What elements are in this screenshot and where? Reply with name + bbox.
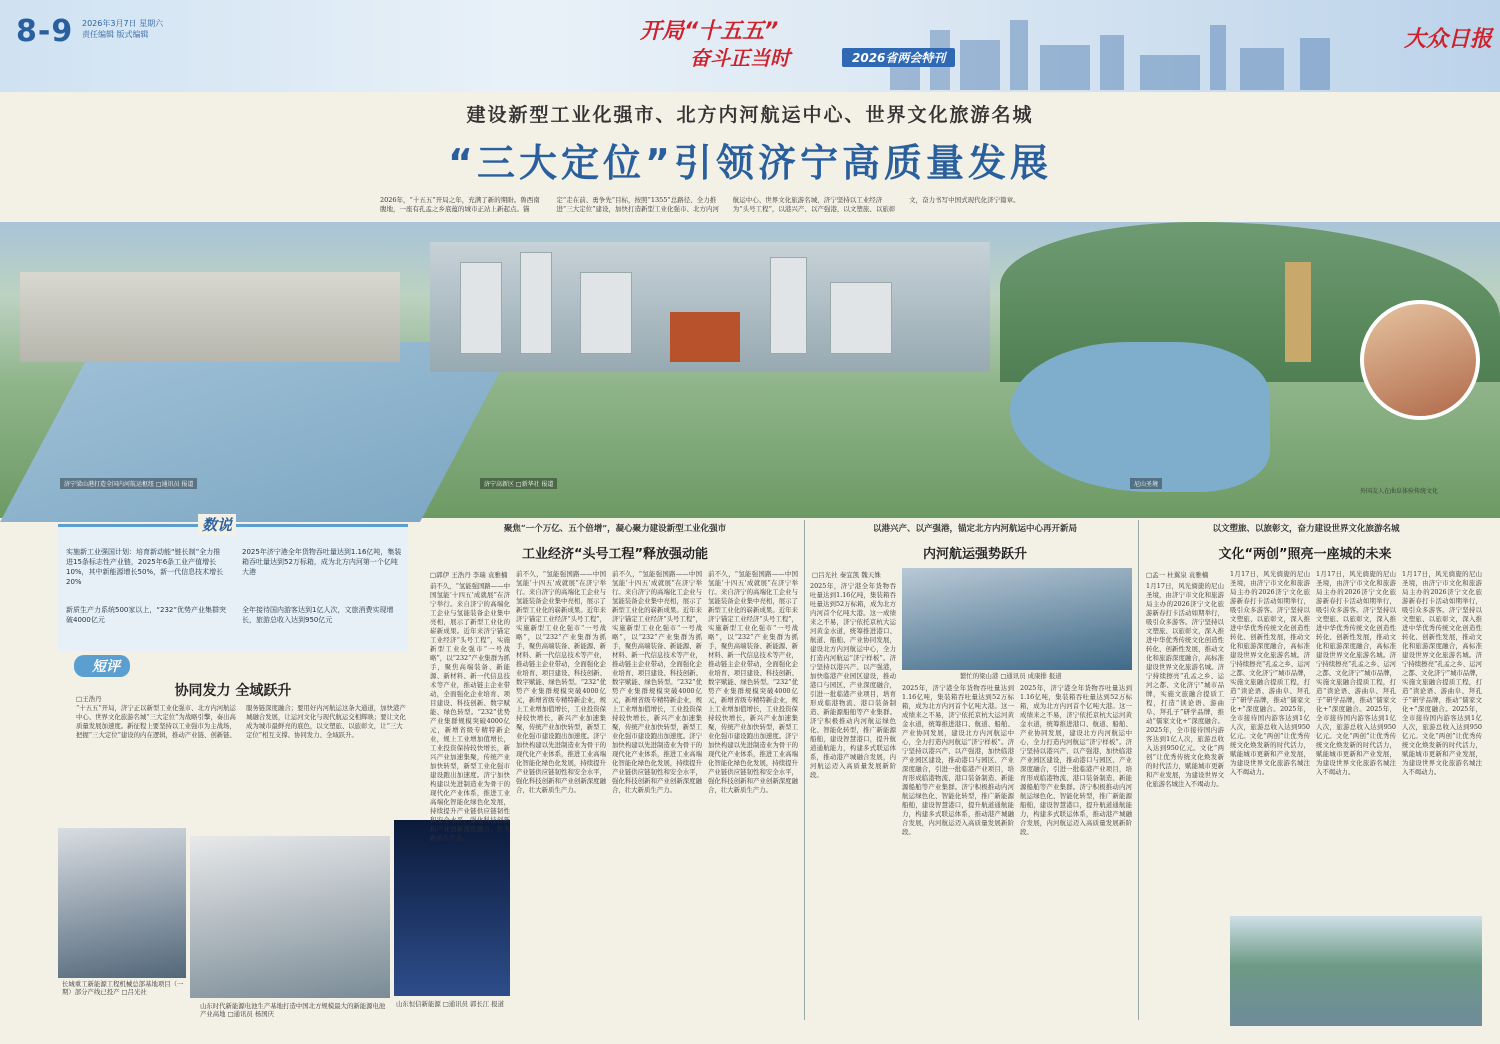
section1-subtitle: 聚焦“一个万亿、五个倍增”，凝心聚力建设新型工业化强市 <box>503 524 727 534</box>
hero-aerial-photo <box>0 222 1500 518</box>
section2-title: 内河航运强势跃升 <box>922 547 1027 562</box>
confucius-statue <box>1285 262 1311 362</box>
photo-caption-2: 山东时代新能源电池生产基地打造中国北方规模最大的新能源电池产业高地 □通讯员 杨国庆 <box>200 1002 386 1018</box>
new-district-buildings <box>430 242 990 372</box>
data-box <box>58 524 408 651</box>
data-item-1: 实施新工业强国计划：培育新动能“链长制”全力推进15条标志性产业链，2025年6条工业产值增长10%，其中新能源增长50%，新一代信息技术增长20% <box>66 548 224 586</box>
lake <box>1010 342 1270 492</box>
newspaper-logo: 大众日报 <box>1404 26 1493 52</box>
column-divider <box>804 520 805 1020</box>
special-edition-label: 2026省两会特刊 <box>842 48 955 67</box>
section3-title: 文化“两创”照亮一座城的未来 <box>1218 547 1392 562</box>
section2-subtitle: 以港兴产、以产强港，锚定北方内河航运中心再开新局 <box>872 524 1077 534</box>
slogan-line2: 奋斗正当时 <box>690 46 790 70</box>
photo-caption-1: 长城重工新能源工程机械总部基地项目（一期）部分产线已投产 □吕光社 <box>62 980 184 996</box>
photo-caption-port: 繁忙的梁山港 □通讯员 成康排 报道 <box>960 672 1062 680</box>
photo-factory <box>190 836 390 998</box>
photo-liangshan-port <box>902 568 1132 670</box>
data-item-2: 新质生产力系统500家以上，“232”优势产业集群突破4000亿元 <box>66 606 226 624</box>
data-box-title: 数说 <box>198 514 236 535</box>
slogan-line1: 开局“十五五” <box>640 19 779 44</box>
photo-chemical-plant-night <box>394 820 510 996</box>
headline-kicker: 建设新型工业化强市、北方内河航运中心、世界文化旅游名城 <box>466 104 1034 126</box>
page-number: 8-9 <box>16 14 74 49</box>
section2-byline: □吕光社 秦宜凯 魏天姝 <box>812 571 881 579</box>
section1-title: 工业经济“头号工程”释放强动能 <box>521 547 709 562</box>
section3-col4: 1月17日，风光旖旎的尼山圣境，由济宁市文化和旅游局主办的2026济宁文化旅游新春打卡活动如期举行，吸引众多游客。济宁坚持以文塑旅、以旅彰文，深入推进中华优秀传统文化创造性转化、创新性发展，推动文化和旅游深度融合，高标准建设世界文化旅游名城。济宁持续擦亮“孔孟之乡、运河之都、文化济宁”城市品牌，实施文旅融合提质工程，打造“读论语、游曲阜、拜孔子”研学品牌，推动“儒家文化+”深度融合。2025年，全市接待国内游客达到1亿人次，旅游总收入达到950亿元。文化“两创”让优秀传统文化焕发新的时代活力，赋能城市更新和产业发展，为建设世界文化旅游名城注入不竭动力。 <box>1402 570 1482 776</box>
port-dock <box>20 272 400 362</box>
hero-caption-mid: 济宁高新区 □新华社 报道 <box>480 478 557 489</box>
photo-machinery <box>58 828 186 978</box>
hero-caption-left: 济宁梁山港打造全国内河航运枢纽 □通讯员 报道 <box>60 478 197 489</box>
commentary-body: “十五五”开局，济宁正以新型工业化强市、北方内河航运中心、世界文化旅游名城“三大定位”为战略引擎，奏出高质量发展加速度。新征程上要坚持以工业强市为主战场，把握“三大定位”建设的内在逻辑，推动产业链、创新链、服务链深度融合；要用好内河航运这条大通道，加快港产城融合发展，让运河文化与现代航运交相辉映；要让文化成为城市最鲜亮的底色，以文塑旅、以旅彰文，让“三大定位”相互支撑、协同发力、全域跃升。 <box>76 704 406 739</box>
section1-byline: □郭伊 王浩丹 李瑞 袁雅楠 <box>430 571 508 579</box>
skyline-graphic <box>880 10 1400 90</box>
commentary-tag: 短评 <box>74 655 130 677</box>
section2-col2: 2025年，济宁港全年货物吞吐量达到1.16亿吨，集装箱吞吐量达到52万标箱，成为北方内河首个亿吨大港。这一成绩来之不易，济宁依托京杭大运河黄金水道，统筹推进港口、航道、船舶、产业协同发展，建设北方内河航运中心，全力打造内河航运“济宁样板”。济宁坚持以港兴产、以产强港，加快临港产业园区建设，推动港口与园区、产业深度融合，引进一批临港产业项目，培育形成临港物流、港口装备制造、新能源船舶等产业集群。济宁积极推动内河航运绿色化、智能化转型，推广新能源船舶，建设智慧港口，提升航道通航能力，构建多式联运体系，推动港产城融合发展，内河航运迈入高质量发展新阶段。 <box>902 684 1014 836</box>
section1-col2: 前不久，“氢能强国路——中国氢能‘十四五’成就展”在济宁举行。来自济宁的高端化工企业与氢能装备企业集中亮相，展示了新型工业化的崭新成果。近年来济宁锚定工业经济“头号工程”，实施新型工业化强市“一号战略”，以“232”产业集群为抓手，聚焦高端装备、新能源、新材料、新一代信息技术等产业，推动链主企业带动，全面强化企业培育、项目建设、科技创新、数字赋能、绿色转型。“232”优势产业集群规模突破4000亿元，新增省级专精特新企业，规上工业增加值增长，工业投资保持较快增长，新兴产业加速集聚，传统产业加快转型，新型工业化强市建设跑出加速度。济宁加快构建以先进制造业为骨干的现代化产业体系，推进工业高端化智能化绿色化发展，持续提升产业链供应链韧性和安全水平，强化科技创新和产业创新深度融合，壮大新质生产力。 <box>516 570 606 794</box>
photo-canal-boat <box>1230 916 1482 1026</box>
page-title: “三大定位”引领济宁高质量发展 <box>448 141 1052 185</box>
column-divider <box>1138 520 1139 1020</box>
page-date <box>82 18 163 40</box>
commentary-author: □王浩丹 <box>76 695 102 703</box>
data-item-4: 全年接待国内游客达到1亿人次，文旅消费实现增长，旅游总收入达到950亿元 <box>242 606 394 624</box>
photo-caption-3: 山东恒信新能源 □通讯员 郭长江 报道 <box>396 1000 504 1008</box>
section3-col2: 1月17日，风光旖旎的尼山圣境，由济宁市文化和旅游局主办的2026济宁文化旅游新春打卡活动如期举行，吸引众多游客。济宁坚持以文塑旅、以旅彰文，深入推进中华优秀传统文化创造性转化、创新性发展，推动文化和旅游深度融合，高标准建设世界文化旅游名城。济宁持续擦亮“孔孟之乡、运河之都、文化济宁”城市品牌，实施文旅融合提质工程，打造“读论语、游曲阜、拜孔子”研学品牌，推动“儒家文化+”深度融合。2025年，全市接待国内游客达到1亿人次，旅游总收入达到950亿元。文化“两创”让优秀传统文化焕发新的时代活力，赋能城市更新和产业发展，为建设世界文化旅游名城注入不竭动力。 <box>1230 570 1310 776</box>
section3-col1: 1月17日，风光旖旎的尼山圣境，由济宁市文化和旅游局主办的2026济宁文化旅游新春打卡活动如期举行，吸引众多游客。济宁坚持以文塑旅、以旅彰文，深入推进中华优秀传统文化创造性转化、创新性发展，推动文化和旅游深度融合，高标准建设世界文化旅游名城。济宁持续擦亮“孔孟之乡、运河之都、文化济宁”城市品牌，实施文旅融合提质工程，打造“读论语、游曲阜、拜孔子”研学品牌，推动“儒家文化+”深度融合。2025年，全市接待国内游客达到1亿人次，旅游总收入达到950亿元。文化“两创”让优秀传统文化焕发新的时代活力，赋能城市更新和产业发展，为建设世界文化旅游名城注入不竭动力。 <box>1146 582 1224 788</box>
culture-photo-caption: 外国友人在曲阜体验传统文化 <box>1360 488 1439 495</box>
section3-byline: □孟一 杜翼泉 袁雅楠 <box>1146 571 1209 579</box>
culture-photo-circle <box>1360 300 1480 420</box>
section3-subtitle: 以文塑旅、以旅彰文，奋力建设世界文化旅游名城 <box>1212 524 1400 534</box>
section2-col1: 2025年，济宁港全年货物吞吐量达到1.16亿吨，集装箱吞吐量达到52万标箱，成为北方内河首个亿吨大港。这一成绩来之不易，济宁依托京杭大运河黄金水道，统筹推进港口、航道、船舶、产业协同发展，建设北方内河航运中心，全力打造内河航运“济宁样板”。济宁坚持以港兴产、以产强港，加快临港产业园区建设，推动港口与园区、产业深度融合，引进一批临港产业项目，培育形成临港物流、港口装备制造、新能源船舶等产业集群。济宁积极推动内河航运绿色化、智能化转型，推广新能源船舶，建设智慧港口，提升航道通航能力，构建多式联运体系，推动港产城融合发展，内河航运迈入高质量发展新阶段。 <box>810 582 896 779</box>
page-date-line1: 2026年3月7日 星期六 <box>82 19 164 28</box>
section1-col3: 前不久，“氢能强国路——中国氢能‘十四五’成就展”在济宁举行。来自济宁的高端化工企业与氢能装备企业集中亮相，展示了新型工业化的崭新成果。近年来济宁锚定工业经济“头号工程”，实施新型工业化强市“一号战略”，以“232”产业集群为抓手，聚焦高端装备、新能源、新材料、新一代信息技术等产业，推动链主企业带动，全面强化企业培育、项目建设、科技创新、数字赋能、绿色转型。“232”优势产业集群规模突破4000亿元，新增省级专精特新企业，规上工业增加值增长，工业投资保持较快增长，新兴产业加速集聚，传统产业加快转型，新型工业化强市建设跑出加速度。济宁加快构建以先进制造业为骨干的现代化产业体系，推进工业高端化智能化绿色化发展，持续提升产业链供应链韧性和安全水平，强化科技创新和产业创新深度融合，壮大新质生产力。 <box>612 570 702 794</box>
commentary-title: 协同发力 全域跃升 <box>174 683 292 699</box>
page-date-line2: 责任编辑 版式编辑 <box>82 30 149 39</box>
section1-col4: 前不久，“氢能强国路——中国氢能‘十四五’成就展”在济宁举行。来自济宁的高端化工企业与氢能装备企业集中亮相，展示了新型工业化的崭新成果。近年来济宁锚定工业经济“头号工程”，实施新型工业化强市“一号战略”，以“232”产业集群为抓手，聚焦高端装备、新能源、新材料、新一代信息技术等产业，推动链主企业带动，全面强化企业培育、项目建设、科技创新、数字赋能、绿色转型。“232”优势产业集群规模突破4000亿元，新增省级专精特新企业，规上工业增加值增长，工业投资保持较快增长，新兴产业加速集聚，传统产业加快转型，新型工业化强市建设跑出加速度。济宁加快构建以先进制造业为骨干的现代化产业体系，推进工业高端化智能化绿色化发展，持续提升产业链供应链韧性和安全水平，强化科技创新和产业创新深度融合，壮大新质生产力。 <box>708 570 798 794</box>
section2-col3: 2025年，济宁港全年货物吞吐量达到1.16亿吨，集装箱吞吐量达到52万标箱，成为北方内河首个亿吨大港。这一成绩来之不易，济宁依托京杭大运河黄金水道，统筹推进港口、航道、船舶、产业协同发展，建设北方内河航运中心，全力打造内河航运“济宁样板”。济宁坚持以港兴产、以产强港，加快临港产业园区建设，推动港口与园区、产业深度融合，引进一批临港产业项目，培育形成临港物流、港口装备制造、新能源船舶等产业集群。济宁积极推动内河航运绿色化、智能化转型，推广新能源船舶，建设智慧港口，提升航道通航能力，构建多式联运体系，推动港产城融合发展，内河航运迈入高质量发展新阶段。 <box>1020 684 1132 836</box>
data-item-3: 2025年济宁港全年货物吞吐量达到1.16亿吨，集装箱吞吐量达到52万标箱，成为北方内河第一个亿吨大港 <box>242 548 402 576</box>
hero-caption-right: 尼山圣境 <box>1130 478 1162 489</box>
section3-col3: 1月17日，风光旖旎的尼山圣境，由济宁市文化和旅游局主办的2026济宁文化旅游新春打卡活动如期举行，吸引众多游客。济宁坚持以文塑旅、以旅彰文，深入推进中华优秀传统文化创造性转化、创新性发展，推动文化和旅游深度融合，高标准建设世界文化旅游名城。济宁持续擦亮“孔孟之乡、运河之都、文化济宁”城市品牌，实施文旅融合提质工程，打造“读论语、游曲阜、拜孔子”研学品牌，推动“儒家文化+”深度融合。2025年，全市接待国内游客达到1亿人次，旅游总收入达到950亿元。文化“两创”让优秀传统文化焕发新的时代活力，赋能城市更新和产业发展，为建设世界文化旅游名城注入不竭动力。 <box>1316 570 1396 776</box>
section1-col1: 前不久，“氢能强国路——中国氢能‘十四五’成就展”在济宁举行。来自济宁的高端化工企业与氢能装备企业集中亮相，展示了新型工业化的崭新成果。近年来济宁锚定工业经济“头号工程”，实施新型工业化强市“一号战略”，以“232”产业集群为抓手，聚焦高端装备、新能源、新材料、新一代信息技术等产业，推动链主企业带动，全面强化企业培育、项目建设、科技创新、数字赋能、绿色转型。“232”优势产业集群规模突破4000亿元，新增省级专精特新企业，规上工业增加值增长，工业投资保持较快增长，新兴产业加速集聚，传统产业加快转型，新型工业化强市建设跑出加速度。济宁加快构建以先进制造业为骨干的现代化产业体系，推进工业高端化智能化绿色化发展，持续提升产业链供应链韧性和安全水平，强化科技创新和产业创新深度融合，壮大新质生产力。 <box>430 582 510 842</box>
lead-paragraph: 2026年，“十五五”开局之年，充满了新的期盼。鲁西南腹地，一座有孔孟之乡底蕴的城市正站上新起点。锚定“走在前、勇争先”目标，按照“1355”总路径、全力推进“三大定位”建设，加快打造新型工业化强市、北方内河航运中心、世界文化旅游名城，济宁坚持以工业经济为“头号工程”，以港兴产、以产强港，以文塑旅、以旅彰文，奋力书写中国式现代化济宁篇章。 <box>380 196 1020 213</box>
